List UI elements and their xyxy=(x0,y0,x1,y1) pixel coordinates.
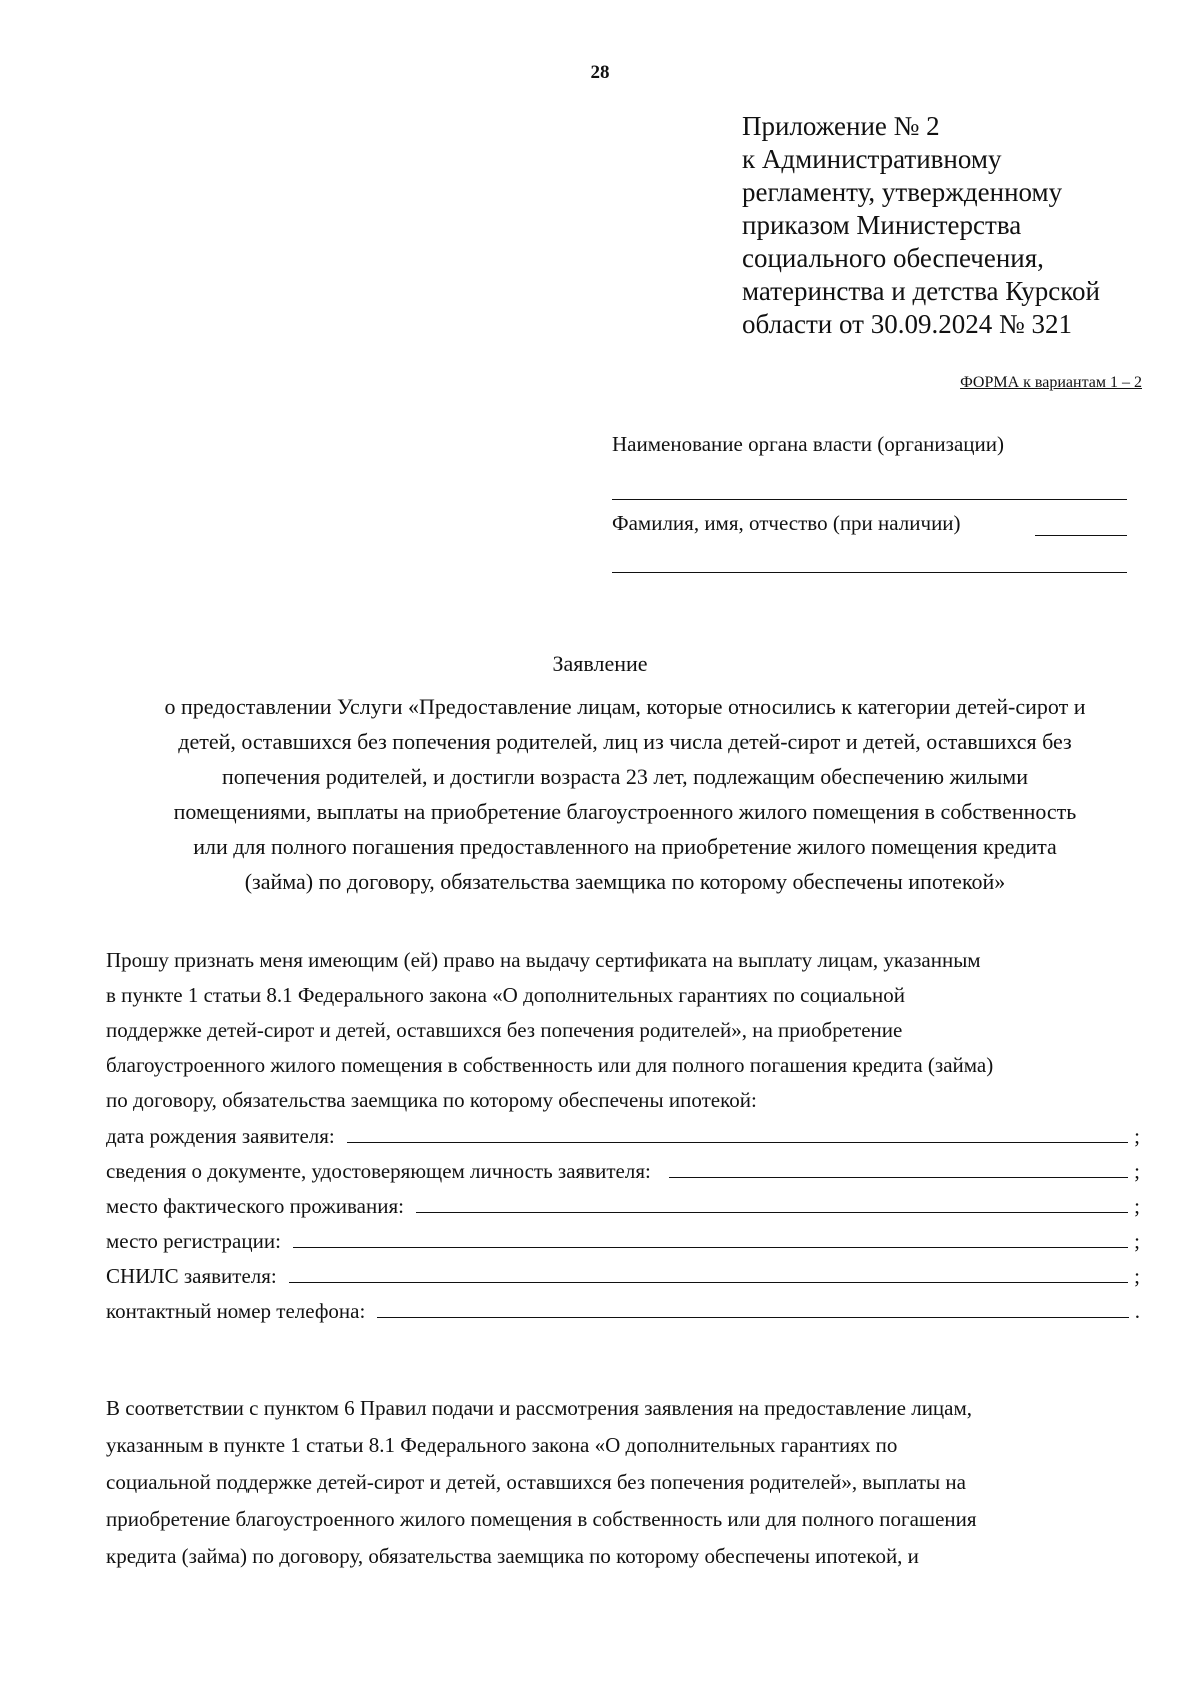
field-label: дата рождения заявителя: xyxy=(106,1124,335,1148)
field-terminator: ; xyxy=(1134,1229,1140,1253)
authority-name-label: Наименование органа власти (организации) xyxy=(612,432,1004,456)
field-terminator: ; xyxy=(1134,1194,1140,1218)
document-title: Заявление xyxy=(552,651,648,676)
intro-line: детей, оставшихся без попечения родителей, лиц из числа детей-сирот и детей, оставшихся без xyxy=(178,729,1072,754)
intro-line: попечения родителей, и достигли возраста 23 лет, подлежащим обеспечению жилыми xyxy=(221,764,1028,789)
identity-document-field xyxy=(106,1153,1140,1188)
field-label: СНИЛС заявителя: xyxy=(106,1264,277,1288)
birth-date-field xyxy=(106,1118,1140,1153)
applicant-name-line[interactable] xyxy=(612,572,1127,573)
request-line: поддержке детей-сирот и детей, оставшихся без попечения родителей», на приобретение xyxy=(106,1018,903,1042)
field-terminator: ; xyxy=(1134,1124,1140,1148)
appendix-line: приказом Министерства xyxy=(742,210,1022,240)
request-line: в пункте 1 статьи 8.1 Федерального закона «О дополнительных гарантиях по социальной xyxy=(106,983,905,1007)
field-label: место фактического проживания: xyxy=(106,1194,404,1218)
request-line: благоустроенного жилого помещения в собственность или для полного погашения кредита (займа) xyxy=(106,1053,994,1077)
appendix-line: социального обеспечения, xyxy=(742,243,1044,273)
rules-paragraph xyxy=(106,1390,1146,1575)
request-paragraph xyxy=(106,943,1146,1118)
form-variant-label: ФОРМА к вариантам 1 – 2 xyxy=(960,374,1142,391)
rules-line: приобретение благоустроенного жилого помещения в собственность или для полного погашения xyxy=(106,1507,977,1531)
registration-place-input-line[interactable] xyxy=(293,1223,1128,1248)
intro-line: о предоставлении Услуги «Предоставление лицам, которые относились к категории детей-сирот и xyxy=(164,694,1086,719)
identity-document-input-line[interactable] xyxy=(669,1153,1128,1178)
intro-line: помещениями, выплаты на приобретение благоустроенного жилого помещения в собственность xyxy=(173,799,1077,824)
appendix-line: к Административному xyxy=(742,144,1002,174)
intro-line: (займа) по договору, обязательства заемщика по которому обеспечены ипотекой» xyxy=(244,869,1006,894)
applicant-name-line-short[interactable] xyxy=(1035,535,1127,536)
rules-line: указанным в пункте 1 статьи 8.1 Федерального закона «О дополнительных гарантиях по xyxy=(106,1433,898,1457)
appendix-block xyxy=(742,110,1100,341)
field-label: контактный номер телефона: xyxy=(106,1299,366,1323)
appendix-line: регламенту, утвержденному xyxy=(742,177,1063,207)
birth-date-input-line[interactable] xyxy=(347,1118,1128,1143)
snils-field xyxy=(106,1258,1140,1293)
rules-line: социальной поддержке детей-сирот и детей, оставшихся без попечения родителей», выплаты на xyxy=(106,1470,966,1494)
rules-line: В соответствии с пунктом 6 Правил подачи и рассмотрения заявления на предоставление лицам, xyxy=(106,1396,973,1420)
field-terminator: ; xyxy=(1134,1159,1140,1183)
field-label: сведения о документе, удостоверяющем личность заявителя: xyxy=(106,1159,651,1183)
actual-residence-field xyxy=(106,1188,1140,1223)
field-terminator: ; xyxy=(1134,1264,1140,1288)
request-line: Прошу признать меня имеющим (ей) право на выдачу сертификата на выплату лицам, указанным xyxy=(106,948,981,972)
actual-residence-input-line[interactable] xyxy=(416,1188,1128,1213)
phone-input-line[interactable] xyxy=(377,1293,1128,1318)
page-number: 28 xyxy=(590,62,610,83)
appendix-line: области от 30.09.2024 № 321 xyxy=(742,309,1072,339)
registration-place-field xyxy=(106,1223,1140,1258)
applicant-name-label: Фамилия, имя, отчество (при наличии) xyxy=(612,511,961,535)
intro-line: или для полного погашения предоставленного на приобретение жилого помещения кредита xyxy=(193,834,1057,859)
snils-input-line[interactable] xyxy=(289,1258,1128,1283)
service-description xyxy=(108,689,1142,899)
field-label: место регистрации: xyxy=(106,1229,281,1253)
appendix-line: Приложение № 2 xyxy=(742,111,940,141)
rules-line: кредита (займа) по договору, обязательства заемщика по которому обеспечены ипотекой, и xyxy=(106,1544,919,1568)
field-terminator: . xyxy=(1134,1299,1140,1323)
authority-name-line[interactable] xyxy=(612,499,1127,500)
phone-field xyxy=(106,1293,1140,1328)
request-line: по договору, обязательства заемщика по которому обеспечены ипотекой: xyxy=(106,1088,757,1112)
appendix-line: материнства и детства Курской xyxy=(742,276,1100,306)
